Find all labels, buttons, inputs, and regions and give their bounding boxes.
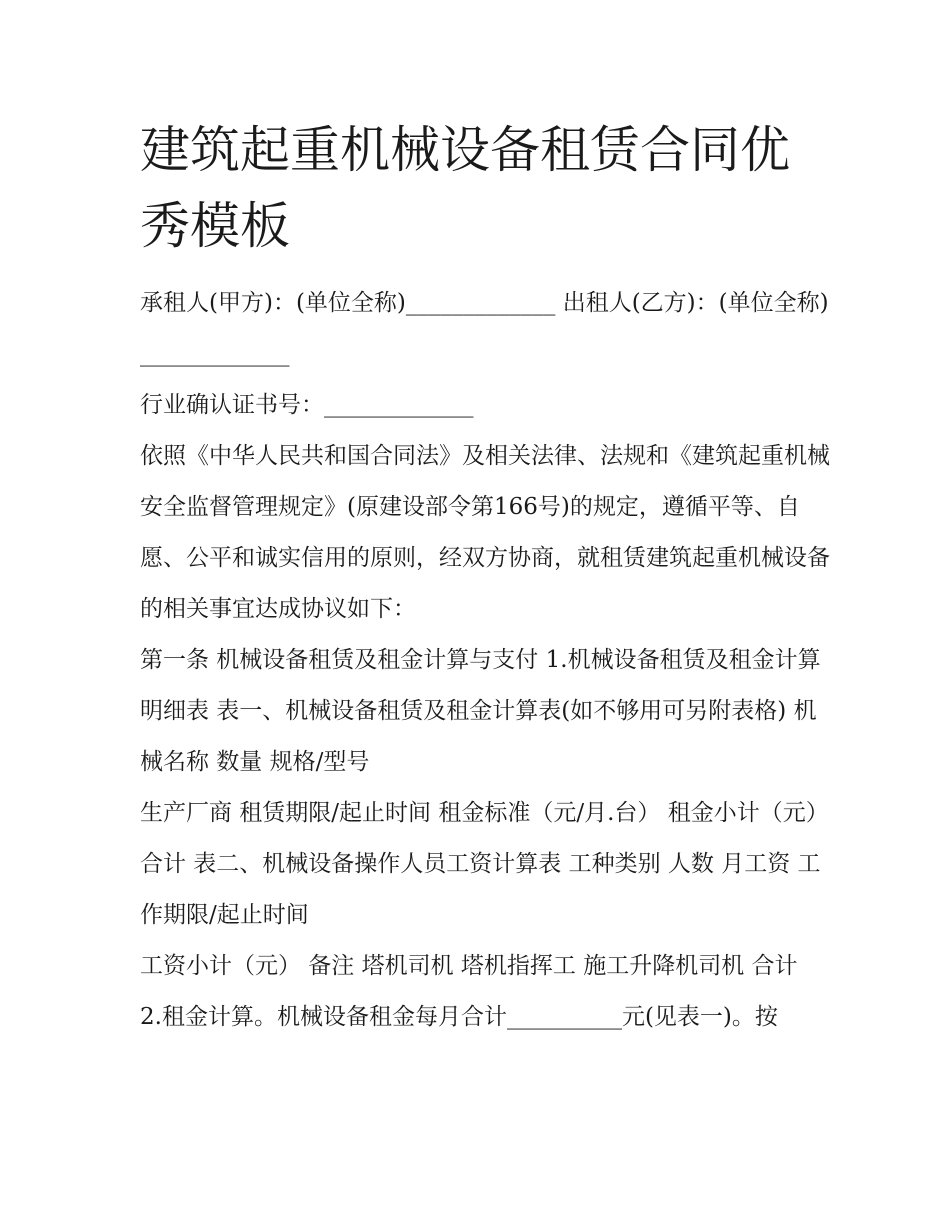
document-title: 建筑起重机械设备租赁合同优秀模板 [140, 121, 790, 255]
paragraph-preamble: 依照《中华人民共和国合同法》及相关法律、法规和《建筑起重机械安全监督管理规定》(原建设部令第166号)的规定，遵循平等、自愿、公平和诚实信用的原则，经双方协商，就租赁建筑起重机械设备的相关事宜达成协议如下： [140, 443, 830, 622]
paragraph-parties: 承租人(甲方)：(单位全称)_____________ 出租人(乙方)：(单位全称)_____________ [140, 290, 829, 367]
paragraph-certificate: 行业确认证书号：_____________ [140, 392, 474, 418]
paragraph-wage-table: 工资小计（元） 备注 塔机司机 塔机指挥工 施工升降机司机 合计 [140, 953, 798, 979]
paragraph-article-one: 第一条 机械设备租赁及租金计算与支付 1.机械设备租赁及租金计算明细表 表一、机械设备租赁及租金计算表(如不够用可另附表格) 机械名称 数量 规格/型号 [140, 647, 821, 775]
paragraph-table-headers: 生产厂商 租赁期限/起止时间 租金标准（元/月.台） 租金小计（元） 合计 表二、机械设备操作人员工资计算表 工种类别 人数 月工资 工作期限/起止时间 [140, 800, 829, 928]
paragraph-rent-calculation: 2.租金计算。机械设备租金每月合计__________元(见表一)。按 [140, 1004, 778, 1030]
document-body [140, 278, 830, 1043]
